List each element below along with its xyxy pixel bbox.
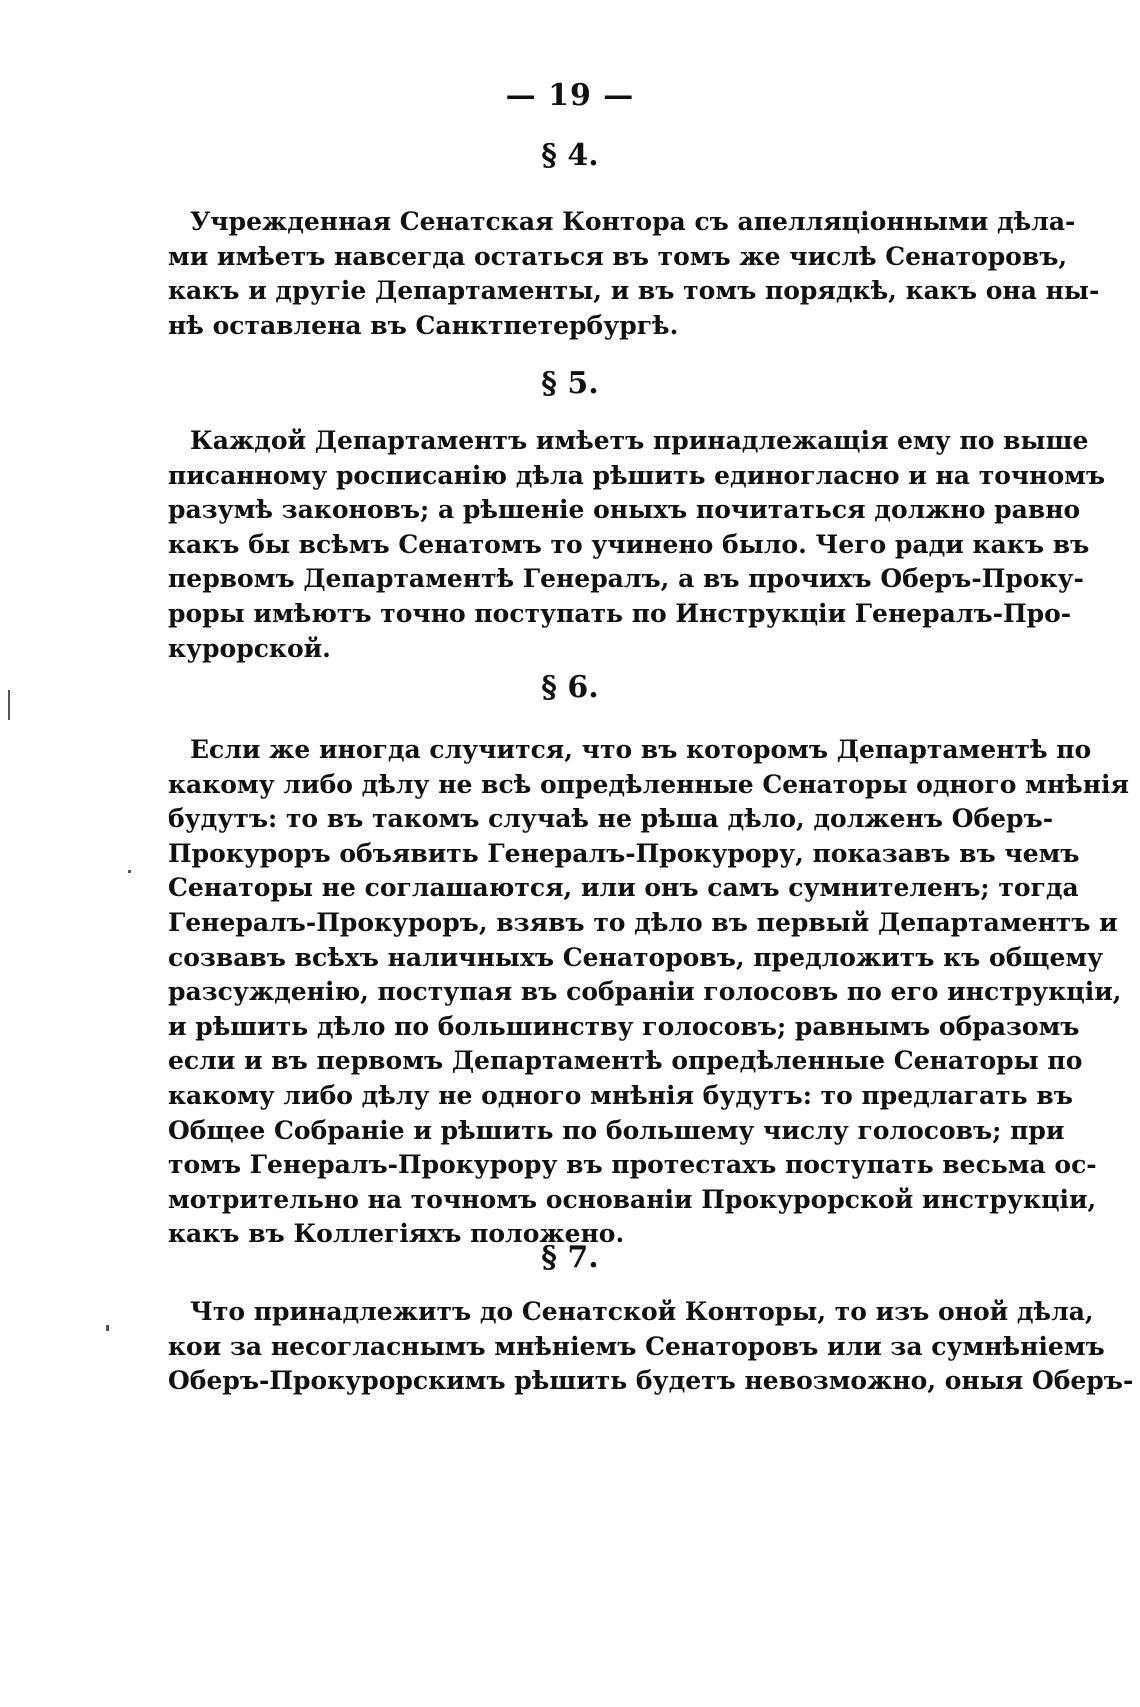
section-heading-5: § 5.: [541, 366, 599, 401]
paragraph-line: Общее Собраніе и рѣшить по большему числу голосовъ; при: [168, 1115, 1065, 1145]
paragraph-line: кои за несогласнымъ мнѣніемъ Сенаторовъ или за сумнѣніемъ: [168, 1331, 1105, 1361]
paragraph-line: Что принадлежитъ до Сенатской Конторы, то изъ оной дѣла,: [190, 1297, 1094, 1326]
section-7-paragraph: [168, 1295, 1134, 1399]
scan-artifact: [128, 870, 131, 873]
paragraph-line: Прокуроръ объявить Генералъ-Прокурору, показавъ въ чемъ: [168, 838, 1080, 868]
paragraph-line: курорской.: [168, 633, 331, 663]
paragraph-line: разсужденію, поступая въ собраніи голосовъ по его инструкціи,: [168, 977, 1122, 1007]
scan-artifact: [8, 690, 10, 720]
section-6-paragraph: [168, 733, 1129, 1252]
paragraph-line: Оберъ-Прокурорскимъ рѣшить будетъ невозможно, оныя Оберъ-: [168, 1366, 1134, 1396]
paragraph-line: если и въ первомъ Департаментѣ опредѣленные Сенаторы по: [168, 1046, 1083, 1076]
section-heading-6: § 6.: [541, 670, 599, 705]
paragraph-line: первомъ Департаментѣ Генералъ, а въ прочихъ Оберъ-Проку-: [168, 564, 1084, 594]
paragraph-line: какому либо дѣлу не всѣ опредѣленные Сенаторы одного мнѣнія: [168, 769, 1129, 799]
page-number: — 19 —: [505, 78, 635, 113]
paragraph-line: Учрежденная Сенатская Контора съ апелляціонными дѣла-: [190, 207, 1076, 236]
section-4-paragraph: [168, 205, 1100, 343]
paragraph-line: и рѣшить дѣло по большинству голосовъ; равнымъ образомъ: [168, 1011, 1080, 1041]
paragraph-line: созвавъ всѣхъ наличныхъ Сенаторовъ, предложитъ къ общему: [168, 942, 1104, 972]
paragraph-line: разумѣ законовъ; а рѣшеніе оныхъ почитаться должно равно: [168, 495, 1081, 525]
paragraph-line: томъ Генералъ-Прокурору въ протестахъ поступать весьма ос-: [168, 1150, 1097, 1180]
paragraph-line: какъ и другіе Департаменты, и въ томъ порядкѣ, какъ она ны-: [168, 276, 1100, 306]
paragraph-line: роры имѣютъ точно поступать по Инструкціи Генералъ-Про-: [168, 598, 1072, 628]
paragraph-line: будутъ: то въ такомъ случаѣ не рѣша дѣло, долженъ Оберъ-: [168, 804, 1054, 834]
paragraph-line: какъ въ Коллегіяхъ положено.: [168, 1219, 625, 1249]
paragraph-line: какъ бы всѣмъ Сенатомъ то учинено было. Чего ради какъ въ: [168, 529, 1090, 559]
section-heading-4: § 4.: [541, 138, 599, 173]
paragraph-line: Каждой Департаментъ имѣетъ принадлежащія ему по выше: [190, 426, 1089, 455]
paragraph-line: Генералъ-Прокуроръ, взявъ то дѣло въ первый Департаментъ и: [168, 907, 1118, 937]
paragraph-line: какому либо дѣлу не одного мнѣнія будутъ: то предлагать въ: [168, 1080, 1073, 1110]
section-heading-7: § 7.: [541, 1240, 599, 1275]
paragraph-line: ми имѣетъ навсегда остаться въ томъ же числѣ Сенаторовъ,: [168, 241, 1068, 271]
scan-artifact: [106, 1325, 109, 1331]
section-5-paragraph: [168, 424, 1106, 666]
paragraph-line: Сенаторы не соглашаются, или онъ самъ сумнителенъ; тогда: [168, 873, 1079, 903]
paragraph-line: Если же иногда случится, что въ которомъ Департаментѣ по: [190, 735, 1092, 764]
paragraph-line: мотрительно на точномъ основаніи Прокурорской инструкціи,: [168, 1184, 1097, 1214]
paragraph-line: писанному росписанію дѣла рѣшить единогласно и на точномъ: [168, 460, 1106, 490]
paragraph-line: нѣ оставлена въ Санктпетербургѣ.: [168, 310, 679, 340]
